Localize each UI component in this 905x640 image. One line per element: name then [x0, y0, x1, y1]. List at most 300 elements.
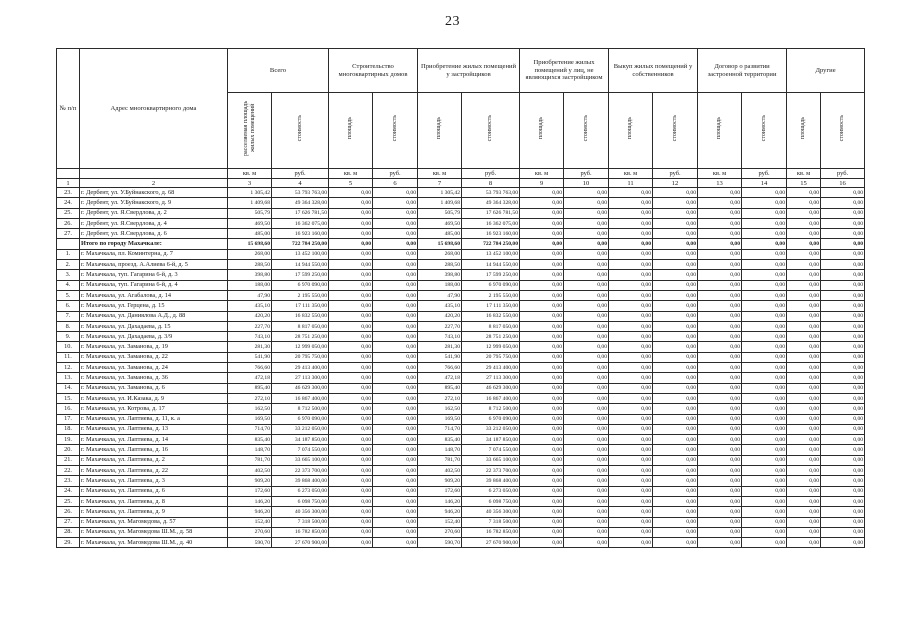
value-cell: 0,00 — [742, 486, 787, 496]
column-number: 16 — [821, 179, 865, 188]
value-cell: 0,00 — [698, 414, 742, 424]
value-cell: 0,00 — [564, 260, 609, 270]
value-cell: 14 944 550,00 — [272, 260, 329, 270]
value-cell: 0,00 — [653, 352, 698, 362]
value-cell: 0,00 — [698, 373, 742, 383]
value-cell: 146,20 — [418, 496, 462, 506]
value-cell: 0,00 — [653, 424, 698, 434]
value-cell: 0,00 — [373, 414, 418, 424]
table-row — [57, 198, 865, 208]
value-cell: 0,00 — [564, 290, 609, 300]
value-cell: 0,00 — [698, 517, 742, 527]
value-cell: 0,00 — [742, 260, 787, 270]
subheader-label: площадь — [627, 116, 634, 140]
value-cell: 0,00 — [742, 188, 787, 198]
row-number: 18. — [57, 424, 80, 434]
address-cell: г. Дербент, ул. У.Буйнакского, д. 68 — [80, 188, 228, 198]
value-cell: 0,00 — [329, 311, 373, 321]
value-cell: 20 795 750,00 — [272, 352, 329, 362]
value-cell: 0,00 — [564, 198, 609, 208]
address-cell: г. Махачкала, ул. Заманова, д. 19 — [80, 342, 228, 352]
value-cell: 0,00 — [698, 507, 742, 517]
value-cell: 0,00 — [653, 249, 698, 259]
value-cell: 0,00 — [742, 466, 787, 476]
value-cell: 40 356 300,00 — [272, 507, 329, 517]
value-cell: 0,00 — [564, 249, 609, 259]
value-cell: 0,00 — [564, 332, 609, 342]
value-cell: 0,00 — [698, 393, 742, 403]
value-cell: 0,00 — [698, 332, 742, 342]
value-cell: 0,00 — [329, 404, 373, 414]
value-cell: 0,00 — [821, 218, 865, 228]
resettlement-table — [56, 48, 865, 548]
value-cell: 0,00 — [373, 538, 418, 548]
address-cell: г. Махачкала, ул. Герцена, д. 15 — [80, 301, 228, 311]
column-number: 8 — [462, 179, 520, 188]
value-cell: 0,00 — [821, 455, 865, 465]
value-cell: 0,00 — [564, 517, 609, 527]
value-cell: 17 626 781,50 — [272, 208, 329, 218]
value-cell: 227,70 — [228, 321, 272, 331]
value-cell: 0,00 — [609, 260, 653, 270]
value-cell: 0,00 — [520, 496, 564, 506]
value-cell: 39 868 400,00 — [272, 476, 329, 486]
value-cell: 435,10 — [418, 301, 462, 311]
value-cell: 0,00 — [742, 476, 787, 486]
value-cell: 0,00 — [329, 424, 373, 434]
value-cell: 15 698,60 — [228, 239, 272, 249]
value-cell: 0,00 — [520, 342, 564, 352]
value-cell: 0,00 — [787, 218, 821, 228]
value-cell: 0,00 — [787, 393, 821, 403]
value-cell: 0,00 — [373, 424, 418, 434]
address-cell: г. Махачкала, ул. Дахадаева, д. 3/9 — [80, 332, 228, 342]
value-cell: 0,00 — [609, 373, 653, 383]
value-cell: 0,00 — [821, 301, 865, 311]
value-cell: 0,00 — [698, 383, 742, 393]
value-cell: 0,00 — [821, 517, 865, 527]
value-cell: 0,00 — [653, 455, 698, 465]
value-cell: 0,00 — [653, 527, 698, 537]
value-cell: 0,00 — [520, 424, 564, 434]
value-cell: 270,60 — [418, 527, 462, 537]
value-cell: 0,00 — [698, 352, 742, 362]
value-cell: 0,00 — [653, 414, 698, 424]
value-cell: 47,90 — [228, 290, 272, 300]
value-cell: 0,00 — [373, 311, 418, 321]
value-cell: 946,20 — [418, 507, 462, 517]
subheader-area — [787, 93, 821, 169]
value-cell: 0,00 — [329, 445, 373, 455]
value-cell: 53 793 763,00 — [462, 188, 520, 198]
value-cell: 0,00 — [787, 301, 821, 311]
address-cell: г. Махачкала, ул. Магомедова Ш.М., д. 40 — [80, 538, 228, 548]
value-cell: 0,00 — [609, 435, 653, 445]
value-cell: 17 599 250,00 — [462, 270, 520, 280]
value-cell: 0,00 — [787, 466, 821, 476]
value-cell: 0,00 — [373, 435, 418, 445]
table-row — [57, 527, 865, 537]
value-cell: 0,00 — [520, 249, 564, 259]
value-cell: 835,40 — [228, 435, 272, 445]
header-group-other: Другие — [787, 49, 865, 93]
value-cell: 34 187 850,00 — [462, 435, 520, 445]
unit-label: кв. м — [787, 169, 821, 179]
value-cell: 0,00 — [564, 280, 609, 290]
value-cell: 0,00 — [698, 188, 742, 198]
column-number: 3 — [228, 179, 272, 188]
value-cell: 6 970 090,00 — [272, 280, 329, 290]
value-cell: 227,70 — [418, 321, 462, 331]
address-cell: г. Махачкала, ул. Лаптиева, д. 6 — [80, 486, 228, 496]
value-cell: 505,79 — [418, 208, 462, 218]
table-row — [57, 476, 865, 486]
value-cell: 0,00 — [821, 435, 865, 445]
table-row — [57, 260, 865, 270]
value-cell: 0,00 — [742, 301, 787, 311]
value-cell: 0,00 — [329, 239, 373, 249]
table-row — [57, 363, 865, 373]
value-cell: 0,00 — [653, 198, 698, 208]
value-cell: 0,00 — [520, 476, 564, 486]
address-cell: г. Махачкала, ул. Даниялова А.Д., д. 88 — [80, 311, 228, 321]
value-cell: 40 356 300,00 — [462, 507, 520, 517]
value-cell: 0,00 — [698, 218, 742, 228]
value-cell: 0,00 — [520, 260, 564, 270]
value-cell: 0,00 — [373, 496, 418, 506]
value-cell: 0,00 — [821, 476, 865, 486]
address-cell: г. Дербент, ул. Я.Свердлова, д. 6 — [80, 229, 228, 239]
value-cell: 7 074 550,00 — [462, 445, 520, 455]
value-cell: 0,00 — [373, 445, 418, 455]
value-cell: 0,00 — [373, 507, 418, 517]
value-cell: 541,90 — [418, 352, 462, 362]
value-cell: 0,00 — [329, 218, 373, 228]
value-cell: 0,00 — [653, 445, 698, 455]
value-cell: 0,00 — [698, 538, 742, 548]
value-cell: 0,00 — [742, 404, 787, 414]
value-cell: 0,00 — [564, 496, 609, 506]
value-cell: 0,00 — [787, 507, 821, 517]
address-cell: г. Махачкала, ул. Лаптиева, д. 16 — [80, 445, 228, 455]
value-cell: 0,00 — [787, 208, 821, 218]
subheader-cost — [462, 93, 520, 169]
value-cell: 0,00 — [698, 476, 742, 486]
value-cell: 0,00 — [742, 538, 787, 548]
total-row — [57, 239, 865, 249]
value-cell: 0,00 — [742, 311, 787, 321]
value-cell: 0,00 — [373, 476, 418, 486]
value-cell: 0,00 — [698, 249, 742, 259]
value-cell: 0,00 — [787, 363, 821, 373]
column-number: 15 — [787, 179, 821, 188]
table-row — [57, 321, 865, 331]
value-cell: 0,00 — [373, 455, 418, 465]
value-cell: 16 867 400,00 — [272, 393, 329, 403]
value-cell: 0,00 — [742, 455, 787, 465]
value-cell: 0,00 — [653, 466, 698, 476]
value-cell: 0,00 — [653, 270, 698, 280]
subheader-label: площадь — [347, 116, 354, 140]
value-cell: 169,50 — [418, 414, 462, 424]
table-row — [57, 445, 865, 455]
value-cell: 0,00 — [698, 342, 742, 352]
value-cell: 0,00 — [742, 393, 787, 403]
value-cell: 2 195 550,00 — [462, 290, 520, 300]
value-cell: 0,00 — [329, 332, 373, 342]
value-cell: 0,00 — [609, 507, 653, 517]
value-cell: 0,00 — [609, 229, 653, 239]
unit-label: кв. м — [329, 169, 373, 179]
subheader-cost — [272, 93, 329, 169]
table-row — [57, 229, 865, 239]
row-number: 1. — [57, 249, 80, 259]
value-cell: 0,00 — [373, 363, 418, 373]
value-cell: 16 923 160,00 — [462, 229, 520, 239]
value-cell: 435,10 — [228, 301, 272, 311]
value-cell: 0,00 — [373, 393, 418, 403]
value-cell: 0,00 — [653, 208, 698, 218]
address-cell: г. Махачкала, ул. Заманова, д. 24 — [80, 363, 228, 373]
value-cell: 0,00 — [821, 239, 865, 249]
value-cell: 0,00 — [821, 321, 865, 331]
unit-label: руб. — [462, 169, 520, 179]
value-cell: 0,00 — [742, 424, 787, 434]
value-cell: 0,00 — [787, 290, 821, 300]
value-cell: 0,00 — [373, 342, 418, 352]
row-number: 4. — [57, 280, 80, 290]
value-cell: 22 373 700,00 — [272, 466, 329, 476]
header-num: № п/п — [57, 49, 80, 169]
unit-label: руб. — [272, 169, 329, 179]
value-cell: 398,80 — [418, 270, 462, 280]
value-cell: 281,30 — [418, 342, 462, 352]
value-cell: 0,00 — [520, 352, 564, 362]
value-cell: 0,00 — [821, 466, 865, 476]
value-cell: 398,80 — [228, 270, 272, 280]
value-cell: 268,00 — [418, 249, 462, 259]
value-cell: 0,00 — [742, 239, 787, 249]
column-number: 9 — [520, 179, 564, 188]
value-cell: 485,00 — [228, 229, 272, 239]
value-cell: 0,00 — [787, 188, 821, 198]
value-cell: 0,00 — [329, 188, 373, 198]
value-cell: 0,00 — [821, 332, 865, 342]
value-cell: 781,70 — [228, 455, 272, 465]
value-cell: 0,00 — [821, 383, 865, 393]
value-cell: 0,00 — [742, 198, 787, 208]
value-cell: 7 318 500,00 — [462, 517, 520, 527]
value-cell: 0,00 — [329, 229, 373, 239]
value-cell: 895,40 — [228, 383, 272, 393]
row-number: 27. — [57, 229, 80, 239]
subheader-area — [329, 93, 373, 169]
value-cell: 0,00 — [609, 301, 653, 311]
header-group-construction: Строительство многоквартирных домов — [329, 49, 418, 93]
value-cell: 0,00 — [787, 229, 821, 239]
value-cell: 0,00 — [329, 507, 373, 517]
value-cell: 0,00 — [742, 280, 787, 290]
value-cell: 20 795 750,00 — [462, 352, 520, 362]
value-cell: 0,00 — [742, 435, 787, 445]
value-cell: 0,00 — [329, 363, 373, 373]
value-cell: 722 784 250,00 — [462, 239, 520, 249]
value-cell: 0,00 — [329, 476, 373, 486]
value-cell: 16 832 550,00 — [462, 311, 520, 321]
value-cell: 152,40 — [418, 517, 462, 527]
table-row — [57, 280, 865, 290]
value-cell: 13 452 100,00 — [272, 249, 329, 259]
value-cell: 0,00 — [609, 476, 653, 486]
row-number: 11. — [57, 352, 80, 362]
value-cell: 0,00 — [520, 208, 564, 218]
unit-label: кв. м — [698, 169, 742, 179]
table-row — [57, 301, 865, 311]
value-cell: 0,00 — [373, 517, 418, 527]
value-cell: 0,00 — [821, 198, 865, 208]
header-address: Адрес многоквартирного дома — [80, 49, 228, 169]
value-cell: 0,00 — [564, 301, 609, 311]
table-row — [57, 414, 865, 424]
value-cell: 0,00 — [609, 393, 653, 403]
value-cell: 0,00 — [329, 208, 373, 218]
value-cell: 0,00 — [787, 445, 821, 455]
subheader-area — [228, 93, 272, 169]
value-cell: 0,00 — [821, 445, 865, 455]
address-cell: г. Махачкала, пл. Коминтерна, д. 7 — [80, 249, 228, 259]
address-cell: г. Махачкала, ул. Котрова, д. 17 — [80, 404, 228, 414]
value-cell: 541,90 — [228, 352, 272, 362]
value-cell: 0,00 — [653, 301, 698, 311]
value-cell: 0,00 — [609, 466, 653, 476]
subheader-label: площадь — [800, 116, 807, 140]
value-cell: 0,00 — [787, 517, 821, 527]
value-cell: 0,00 — [698, 466, 742, 476]
value-cell: 0,00 — [520, 445, 564, 455]
value-cell: 0,00 — [653, 188, 698, 198]
value-cell: 0,00 — [787, 527, 821, 537]
value-cell: 0,00 — [821, 496, 865, 506]
value-cell: 17 626 781,50 — [462, 208, 520, 218]
value-cell: 0,00 — [609, 342, 653, 352]
value-cell: 0,00 — [698, 496, 742, 506]
value-cell: 0,00 — [520, 414, 564, 424]
value-cell: 0,00 — [520, 507, 564, 517]
value-cell: 16 362 075,00 — [462, 218, 520, 228]
value-cell: 0,00 — [609, 424, 653, 434]
value-cell: 469,50 — [228, 218, 272, 228]
value-cell: 22 373 700,00 — [462, 466, 520, 476]
header-group-developers: Приобретение жилых помещений у застройщиков — [418, 49, 520, 93]
subheader-label: стоимость — [839, 114, 846, 142]
column-number: 5 — [329, 179, 373, 188]
value-cell: 0,00 — [373, 218, 418, 228]
value-cell: 0,00 — [821, 311, 865, 321]
subheader-cost — [821, 93, 865, 169]
value-cell: 0,00 — [329, 352, 373, 362]
value-cell: 27 113 300,00 — [462, 373, 520, 383]
value-cell: 0,00 — [329, 270, 373, 280]
address-cell: г. Махачкала, туп. Гагарина 6-й, д. 4 — [80, 280, 228, 290]
value-cell: 0,00 — [373, 229, 418, 239]
row-number: 25. — [57, 496, 80, 506]
value-cell: 0,00 — [329, 260, 373, 270]
subheader-area — [609, 93, 653, 169]
value-cell: 0,00 — [329, 527, 373, 537]
table-row — [57, 424, 865, 434]
value-cell: 0,00 — [520, 198, 564, 208]
column-number: 2 — [80, 179, 228, 188]
value-cell: 33 212 050,00 — [462, 424, 520, 434]
value-cell: 0,00 — [821, 260, 865, 270]
value-cell: 0,00 — [742, 496, 787, 506]
unit-label: кв. м — [520, 169, 564, 179]
row-number: 21. — [57, 455, 80, 465]
table-row — [57, 188, 865, 198]
table-row — [57, 332, 865, 342]
value-cell: 590,70 — [418, 538, 462, 548]
address-cell: г. Махачкала, ул. И.Казака, д. 9 — [80, 393, 228, 403]
units-blank — [80, 169, 228, 179]
value-cell: 270,60 — [228, 527, 272, 537]
column-number: 14 — [742, 179, 787, 188]
unit-label: кв. м — [418, 169, 462, 179]
row-number: 15. — [57, 393, 80, 403]
value-cell: 0,00 — [698, 198, 742, 208]
table-row — [57, 311, 865, 321]
value-cell: 0,00 — [653, 218, 698, 228]
value-cell: 28 751 250,00 — [272, 332, 329, 342]
value-cell: 12 999 050,00 — [272, 342, 329, 352]
value-cell: 0,00 — [787, 260, 821, 270]
unit-label: руб. — [653, 169, 698, 179]
value-cell: 148,70 — [228, 445, 272, 455]
value-cell: 0,00 — [564, 507, 609, 517]
value-cell: 1 305,42 — [418, 188, 462, 198]
value-cell: 0,00 — [787, 383, 821, 393]
value-cell: 0,00 — [373, 486, 418, 496]
subheader-label: стоимость — [487, 114, 494, 142]
value-cell: 402,50 — [418, 466, 462, 476]
value-cell: 0,00 — [520, 229, 564, 239]
column-number: 11 — [609, 179, 653, 188]
value-cell: 0,00 — [821, 249, 865, 259]
value-cell: 0,00 — [520, 270, 564, 280]
value-cell: 714,70 — [418, 424, 462, 434]
value-cell: 0,00 — [742, 373, 787, 383]
value-cell: 0,00 — [653, 486, 698, 496]
value-cell: 13 452 100,00 — [462, 249, 520, 259]
value-cell: 0,00 — [609, 218, 653, 228]
value-cell: 0,00 — [564, 342, 609, 352]
value-cell: 0,00 — [564, 445, 609, 455]
address-cell: г. Махачкала, ул. Лаптиева, д. 22 — [80, 466, 228, 476]
value-cell: 0,00 — [564, 373, 609, 383]
value-cell: 0,00 — [520, 538, 564, 548]
value-cell: 0,00 — [787, 496, 821, 506]
row-number: 10. — [57, 342, 80, 352]
value-cell: 28 751 250,00 — [462, 332, 520, 342]
row-number: 23. — [57, 476, 80, 486]
value-cell: 14 944 550,00 — [462, 260, 520, 270]
value-cell: 472,18 — [418, 373, 462, 383]
value-cell: 0,00 — [698, 229, 742, 239]
address-cell: г. Махачкала, ул. Лаптиева, д. 9 — [80, 507, 228, 517]
value-cell: 0,00 — [821, 393, 865, 403]
value-cell: 909,20 — [228, 476, 272, 486]
subheader-label: площадь — [716, 116, 723, 140]
value-cell: 0,00 — [742, 352, 787, 362]
